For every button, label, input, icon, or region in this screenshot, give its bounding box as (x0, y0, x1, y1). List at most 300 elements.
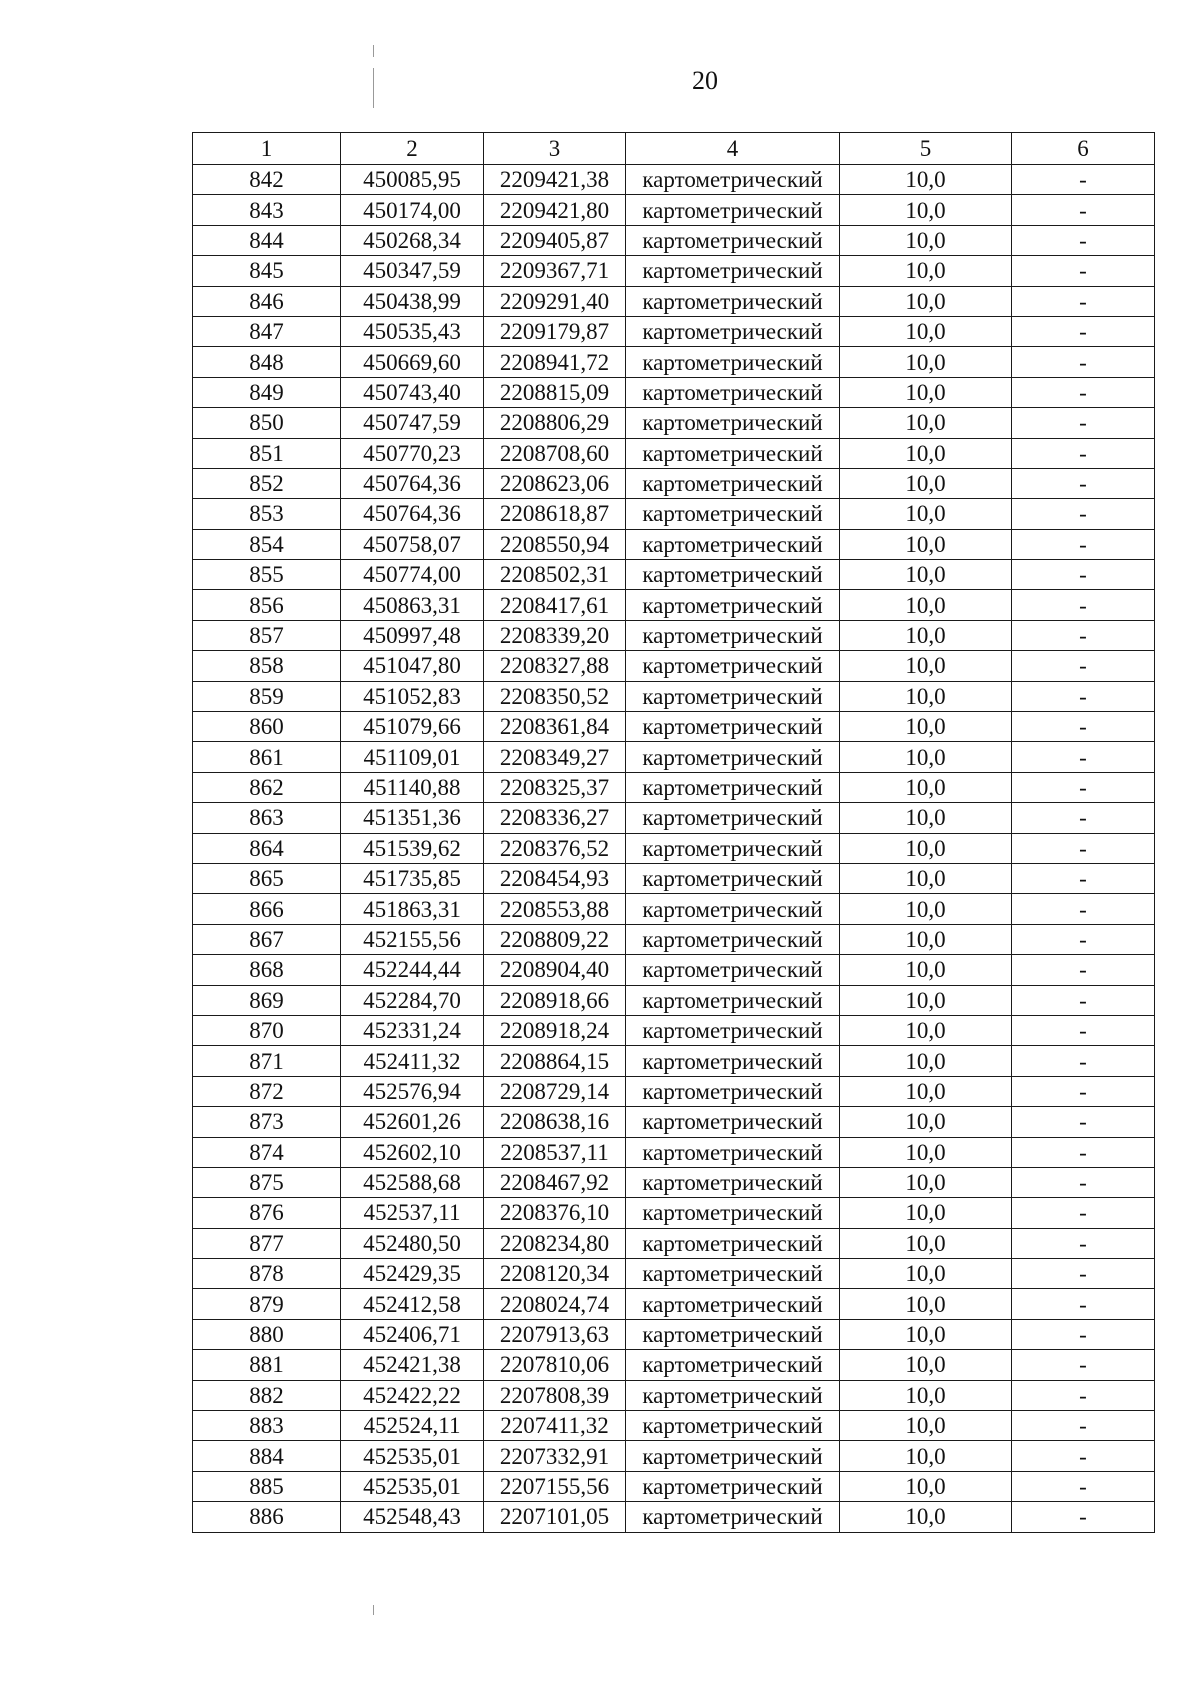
x-coordinate-cell: 452480,50 (341, 1228, 484, 1258)
point-number-cell: 845 (193, 256, 341, 286)
method-cell: картометрический (626, 195, 840, 225)
table-row (193, 377, 1155, 407)
note-cell: - (1012, 286, 1155, 316)
accuracy-cell: 10,0 (840, 195, 1012, 225)
point-number-cell: 874 (193, 1137, 341, 1167)
table-row (193, 772, 1155, 802)
method-cell: картометрический (626, 377, 840, 407)
column-header: 2 (341, 133, 484, 165)
accuracy-cell: 10,0 (840, 256, 1012, 286)
table-row (193, 195, 1155, 225)
method-cell: картометрический (626, 560, 840, 590)
method-cell: картометрический (626, 620, 840, 650)
accuracy-cell: 10,0 (840, 225, 1012, 255)
accuracy-cell: 10,0 (840, 1319, 1012, 1349)
note-cell: - (1012, 225, 1155, 255)
method-cell: картометрический (626, 1350, 840, 1380)
y-coordinate-cell: 2208467,92 (484, 1167, 626, 1197)
table-row (193, 316, 1155, 346)
note-cell: - (1012, 1167, 1155, 1197)
note-cell: - (1012, 316, 1155, 346)
method-cell: картометрический (626, 955, 840, 985)
point-number-cell: 863 (193, 803, 341, 833)
note-cell: - (1012, 590, 1155, 620)
accuracy-cell: 10,0 (840, 590, 1012, 620)
point-number-cell: 885 (193, 1471, 341, 1501)
note-cell: - (1012, 256, 1155, 286)
accuracy-cell: 10,0 (840, 955, 1012, 985)
y-coordinate-cell: 2207913,63 (484, 1319, 626, 1349)
y-coordinate-cell: 2209291,40 (484, 286, 626, 316)
point-number-cell: 847 (193, 316, 341, 346)
y-coordinate-cell: 2208454,93 (484, 863, 626, 893)
note-cell: - (1012, 620, 1155, 650)
method-cell: картометрический (626, 408, 840, 438)
accuracy-cell: 10,0 (840, 499, 1012, 529)
point-number-cell: 870 (193, 1015, 341, 1045)
accuracy-cell: 10,0 (840, 165, 1012, 195)
x-coordinate-cell: 452601,26 (341, 1107, 484, 1137)
y-coordinate-cell: 2208336,27 (484, 803, 626, 833)
method-cell: картометрический (626, 438, 840, 468)
point-number-cell: 848 (193, 347, 341, 377)
point-number-cell: 881 (193, 1350, 341, 1380)
note-cell: - (1012, 1289, 1155, 1319)
table-row (193, 1046, 1155, 1076)
method-cell: картометрический (626, 1228, 840, 1258)
accuracy-cell: 10,0 (840, 1167, 1012, 1197)
x-coordinate-cell: 451140,88 (341, 772, 484, 802)
table-row (193, 529, 1155, 559)
point-number-cell: 853 (193, 499, 341, 529)
table-row (193, 468, 1155, 498)
method-cell: картометрический (626, 863, 840, 893)
note-cell: - (1012, 1411, 1155, 1441)
table-row (193, 1198, 1155, 1228)
table-body (193, 165, 1155, 1533)
method-cell: картометрический (626, 1502, 840, 1532)
point-number-cell: 873 (193, 1107, 341, 1137)
accuracy-cell: 10,0 (840, 1107, 1012, 1137)
y-coordinate-cell: 2208815,09 (484, 377, 626, 407)
accuracy-cell: 10,0 (840, 1380, 1012, 1410)
table-row (193, 894, 1155, 924)
table-row (193, 1319, 1155, 1349)
scan-mark (373, 1605, 374, 1615)
y-coordinate-cell: 2208550,94 (484, 529, 626, 559)
note-cell: - (1012, 438, 1155, 468)
y-coordinate-cell: 2208864,15 (484, 1046, 626, 1076)
method-cell: картометрический (626, 347, 840, 377)
note-cell: - (1012, 468, 1155, 498)
x-coordinate-cell: 451052,83 (341, 681, 484, 711)
point-number-cell: 843 (193, 195, 341, 225)
method-cell: картометрический (626, 712, 840, 742)
note-cell: - (1012, 681, 1155, 711)
table-row (193, 1137, 1155, 1167)
table-row (193, 1350, 1155, 1380)
method-cell: картометрический (626, 803, 840, 833)
x-coordinate-cell: 450743,40 (341, 377, 484, 407)
y-coordinate-cell: 2208806,29 (484, 408, 626, 438)
point-number-cell: 876 (193, 1198, 341, 1228)
x-coordinate-cell: 452421,38 (341, 1350, 484, 1380)
point-number-cell: 878 (193, 1259, 341, 1289)
accuracy-cell: 10,0 (840, 1502, 1012, 1532)
y-coordinate-cell: 2207332,91 (484, 1441, 626, 1471)
point-number-cell: 868 (193, 955, 341, 985)
note-cell: - (1012, 1471, 1155, 1501)
y-coordinate-cell: 2208376,52 (484, 833, 626, 863)
method-cell: картометрический (626, 499, 840, 529)
y-coordinate-cell: 2208325,37 (484, 772, 626, 802)
y-coordinate-cell: 2208350,52 (484, 681, 626, 711)
x-coordinate-cell: 452244,44 (341, 955, 484, 985)
point-number-cell: 862 (193, 772, 341, 802)
method-cell: картометрический (626, 1107, 840, 1137)
y-coordinate-cell: 2207808,39 (484, 1380, 626, 1410)
table-row (193, 620, 1155, 650)
method-cell: картометрический (626, 256, 840, 286)
x-coordinate-cell: 452588,68 (341, 1167, 484, 1197)
y-coordinate-cell: 2208623,06 (484, 468, 626, 498)
table-row (193, 499, 1155, 529)
table-row (193, 438, 1155, 468)
accuracy-cell: 10,0 (840, 803, 1012, 833)
x-coordinate-cell: 452331,24 (341, 1015, 484, 1045)
table-row (193, 681, 1155, 711)
table-row (193, 955, 1155, 985)
x-coordinate-cell: 451863,31 (341, 894, 484, 924)
note-cell: - (1012, 894, 1155, 924)
column-header: 4 (626, 133, 840, 165)
note-cell: - (1012, 347, 1155, 377)
method-cell: картометрический (626, 590, 840, 620)
method-cell: картометрический (626, 1198, 840, 1228)
note-cell: - (1012, 1380, 1155, 1410)
point-number-cell: 882 (193, 1380, 341, 1410)
accuracy-cell: 10,0 (840, 529, 1012, 559)
x-coordinate-cell: 450347,59 (341, 256, 484, 286)
x-coordinate-cell: 452412,58 (341, 1289, 484, 1319)
method-cell: картометрический (626, 1319, 840, 1349)
method-cell: картометрический (626, 1380, 840, 1410)
method-cell: картометрический (626, 1471, 840, 1501)
point-number-cell: 850 (193, 408, 341, 438)
x-coordinate-cell: 452548,43 (341, 1502, 484, 1532)
note-cell: - (1012, 833, 1155, 863)
accuracy-cell: 10,0 (840, 985, 1012, 1015)
x-coordinate-cell: 452524,11 (341, 1411, 484, 1441)
note-cell: - (1012, 955, 1155, 985)
point-number-cell: 866 (193, 894, 341, 924)
point-number-cell: 859 (193, 681, 341, 711)
y-coordinate-cell: 2207810,06 (484, 1350, 626, 1380)
method-cell: картометрический (626, 681, 840, 711)
x-coordinate-cell: 452576,94 (341, 1076, 484, 1106)
accuracy-cell: 10,0 (840, 681, 1012, 711)
method-cell: картометрический (626, 924, 840, 954)
note-cell: - (1012, 1502, 1155, 1532)
note-cell: - (1012, 803, 1155, 833)
point-number-cell: 886 (193, 1502, 341, 1532)
table-row (193, 985, 1155, 1015)
x-coordinate-cell: 450268,34 (341, 225, 484, 255)
method-cell: картометрический (626, 1046, 840, 1076)
y-coordinate-cell: 2208904,40 (484, 955, 626, 985)
y-coordinate-cell: 2208708,60 (484, 438, 626, 468)
page-number: 20 (692, 66, 718, 95)
accuracy-cell: 10,0 (840, 1411, 1012, 1441)
method-cell: картометрический (626, 1259, 840, 1289)
accuracy-cell: 10,0 (840, 560, 1012, 590)
accuracy-cell: 10,0 (840, 1198, 1012, 1228)
x-coordinate-cell: 451109,01 (341, 742, 484, 772)
method-cell: картометрический (626, 1015, 840, 1045)
point-number-cell: 883 (193, 1411, 341, 1441)
table-row (193, 590, 1155, 620)
x-coordinate-cell: 450764,36 (341, 499, 484, 529)
point-number-cell: 860 (193, 712, 341, 742)
point-number-cell: 864 (193, 833, 341, 863)
note-cell: - (1012, 985, 1155, 1015)
table-row (193, 408, 1155, 438)
x-coordinate-cell: 450997,48 (341, 620, 484, 650)
x-coordinate-cell: 450669,60 (341, 347, 484, 377)
x-coordinate-cell: 451735,85 (341, 863, 484, 893)
table-row (193, 1380, 1155, 1410)
method-cell: картометрический (626, 1289, 840, 1319)
y-coordinate-cell: 2207411,32 (484, 1411, 626, 1441)
method-cell: картометрический (626, 1076, 840, 1106)
method-cell: картометрический (626, 1411, 840, 1441)
x-coordinate-cell: 450764,36 (341, 468, 484, 498)
point-number-cell: 844 (193, 225, 341, 255)
y-coordinate-cell: 2207155,56 (484, 1471, 626, 1501)
x-coordinate-cell: 451047,80 (341, 651, 484, 681)
accuracy-cell: 10,0 (840, 1046, 1012, 1076)
table-row (193, 1076, 1155, 1106)
x-coordinate-cell: 452422,22 (341, 1380, 484, 1410)
point-number-cell: 851 (193, 438, 341, 468)
y-coordinate-cell: 2208918,24 (484, 1015, 626, 1045)
note-cell: - (1012, 1076, 1155, 1106)
point-number-cell: 854 (193, 529, 341, 559)
column-header: 5 (840, 133, 1012, 165)
note-cell: - (1012, 742, 1155, 772)
note-cell: - (1012, 377, 1155, 407)
x-coordinate-cell: 450770,23 (341, 438, 484, 468)
accuracy-cell: 10,0 (840, 1441, 1012, 1471)
note-cell: - (1012, 408, 1155, 438)
point-number-cell: 877 (193, 1228, 341, 1258)
table-row (193, 863, 1155, 893)
accuracy-cell: 10,0 (840, 1228, 1012, 1258)
point-number-cell: 872 (193, 1076, 341, 1106)
table-row (193, 1502, 1155, 1532)
y-coordinate-cell: 2208502,31 (484, 560, 626, 590)
note-cell: - (1012, 712, 1155, 742)
accuracy-cell: 10,0 (840, 377, 1012, 407)
x-coordinate-cell: 452535,01 (341, 1471, 484, 1501)
table-row (193, 1411, 1155, 1441)
note-cell: - (1012, 165, 1155, 195)
point-number-cell: 867 (193, 924, 341, 954)
table-row (193, 347, 1155, 377)
y-coordinate-cell: 2208729,14 (484, 1076, 626, 1106)
y-coordinate-cell: 2208234,80 (484, 1228, 626, 1258)
y-coordinate-cell: 2209367,71 (484, 256, 626, 286)
accuracy-cell: 10,0 (840, 924, 1012, 954)
table-row (193, 225, 1155, 255)
note-cell: - (1012, 1046, 1155, 1076)
x-coordinate-cell: 452411,32 (341, 1046, 484, 1076)
x-coordinate-cell: 450758,07 (341, 529, 484, 559)
point-number-cell: 855 (193, 560, 341, 590)
method-cell: картометрический (626, 1167, 840, 1197)
table-row (193, 1015, 1155, 1045)
accuracy-cell: 10,0 (840, 620, 1012, 650)
method-cell: картометрический (626, 529, 840, 559)
method-cell: картометрический (626, 833, 840, 863)
method-cell: картометрический (626, 225, 840, 255)
accuracy-cell: 10,0 (840, 1350, 1012, 1380)
method-cell: картометрический (626, 985, 840, 1015)
note-cell: - (1012, 1137, 1155, 1167)
point-number-cell: 852 (193, 468, 341, 498)
y-coordinate-cell: 2209421,38 (484, 165, 626, 195)
note-cell: - (1012, 1228, 1155, 1258)
accuracy-cell: 10,0 (840, 468, 1012, 498)
note-cell: - (1012, 1259, 1155, 1289)
y-coordinate-cell: 2208941,72 (484, 347, 626, 377)
method-cell: картометрический (626, 165, 840, 195)
accuracy-cell: 10,0 (840, 1259, 1012, 1289)
y-coordinate-cell: 2208120,34 (484, 1259, 626, 1289)
point-number-cell: 875 (193, 1167, 341, 1197)
y-coordinate-cell: 2208339,20 (484, 620, 626, 650)
table-row (193, 924, 1155, 954)
y-coordinate-cell: 2208537,11 (484, 1137, 626, 1167)
table-row (193, 651, 1155, 681)
table-row (193, 742, 1155, 772)
column-header: 3 (484, 133, 626, 165)
x-coordinate-cell: 452155,56 (341, 924, 484, 954)
note-cell: - (1012, 1441, 1155, 1471)
point-number-cell: 857 (193, 620, 341, 650)
accuracy-cell: 10,0 (840, 408, 1012, 438)
accuracy-cell: 10,0 (840, 1289, 1012, 1319)
point-number-cell: 880 (193, 1319, 341, 1349)
y-coordinate-cell: 2209421,80 (484, 195, 626, 225)
method-cell: картометрический (626, 316, 840, 346)
method-cell: картометрический (626, 468, 840, 498)
accuracy-cell: 10,0 (840, 772, 1012, 802)
point-number-cell: 849 (193, 377, 341, 407)
accuracy-cell: 10,0 (840, 863, 1012, 893)
table-row (193, 833, 1155, 863)
column-header: 1 (193, 133, 341, 165)
y-coordinate-cell: 2208809,22 (484, 924, 626, 954)
note-cell: - (1012, 499, 1155, 529)
note-cell: - (1012, 863, 1155, 893)
point-number-cell: 856 (193, 590, 341, 620)
column-header: 6 (1012, 133, 1155, 165)
method-cell: картометрический (626, 286, 840, 316)
scan-mark (373, 45, 374, 57)
table-row (193, 560, 1155, 590)
y-coordinate-cell: 2208376,10 (484, 1198, 626, 1228)
x-coordinate-cell: 451079,66 (341, 712, 484, 742)
x-coordinate-cell: 450174,00 (341, 195, 484, 225)
y-coordinate-cell: 2208349,27 (484, 742, 626, 772)
accuracy-cell: 10,0 (840, 347, 1012, 377)
accuracy-cell: 10,0 (840, 1015, 1012, 1045)
x-coordinate-cell: 451539,62 (341, 833, 484, 863)
note-cell: - (1012, 1107, 1155, 1137)
coordinates-table (192, 132, 1155, 1533)
table-row (193, 1107, 1155, 1137)
x-coordinate-cell: 450535,43 (341, 316, 484, 346)
table-row (193, 286, 1155, 316)
note-cell: - (1012, 1319, 1155, 1349)
note-cell: - (1012, 651, 1155, 681)
x-coordinate-cell: 451351,36 (341, 803, 484, 833)
y-coordinate-cell: 2208618,87 (484, 499, 626, 529)
x-coordinate-cell: 452429,35 (341, 1259, 484, 1289)
method-cell: картометрический (626, 772, 840, 802)
accuracy-cell: 10,0 (840, 286, 1012, 316)
method-cell: картометрический (626, 1137, 840, 1167)
table-row (193, 256, 1155, 286)
accuracy-cell: 10,0 (840, 712, 1012, 742)
table-row (193, 1167, 1155, 1197)
accuracy-cell: 10,0 (840, 651, 1012, 681)
table-row (193, 712, 1155, 742)
table-header-row (193, 133, 1155, 165)
point-number-cell: 884 (193, 1441, 341, 1471)
x-coordinate-cell: 452602,10 (341, 1137, 484, 1167)
table-row (193, 1228, 1155, 1258)
accuracy-cell: 10,0 (840, 1076, 1012, 1106)
point-number-cell: 846 (193, 286, 341, 316)
table-row (193, 1471, 1155, 1501)
x-coordinate-cell: 450863,31 (341, 590, 484, 620)
note-cell: - (1012, 529, 1155, 559)
method-cell: картометрический (626, 651, 840, 681)
y-coordinate-cell: 2208918,66 (484, 985, 626, 1015)
accuracy-cell: 10,0 (840, 894, 1012, 924)
note-cell: - (1012, 195, 1155, 225)
y-coordinate-cell: 2208417,61 (484, 590, 626, 620)
x-coordinate-cell: 452284,70 (341, 985, 484, 1015)
y-coordinate-cell: 2208553,88 (484, 894, 626, 924)
table-row (193, 165, 1155, 195)
table-row (193, 1259, 1155, 1289)
note-cell: - (1012, 924, 1155, 954)
method-cell: картометрический (626, 1441, 840, 1471)
accuracy-cell: 10,0 (840, 316, 1012, 346)
note-cell: - (1012, 1198, 1155, 1228)
y-coordinate-cell: 2208638,16 (484, 1107, 626, 1137)
y-coordinate-cell: 2207101,05 (484, 1502, 626, 1532)
table-row (193, 803, 1155, 833)
x-coordinate-cell: 450085,95 (341, 165, 484, 195)
x-coordinate-cell: 452406,71 (341, 1319, 484, 1349)
x-coordinate-cell: 450774,00 (341, 560, 484, 590)
table-row (193, 1289, 1155, 1319)
point-number-cell: 869 (193, 985, 341, 1015)
